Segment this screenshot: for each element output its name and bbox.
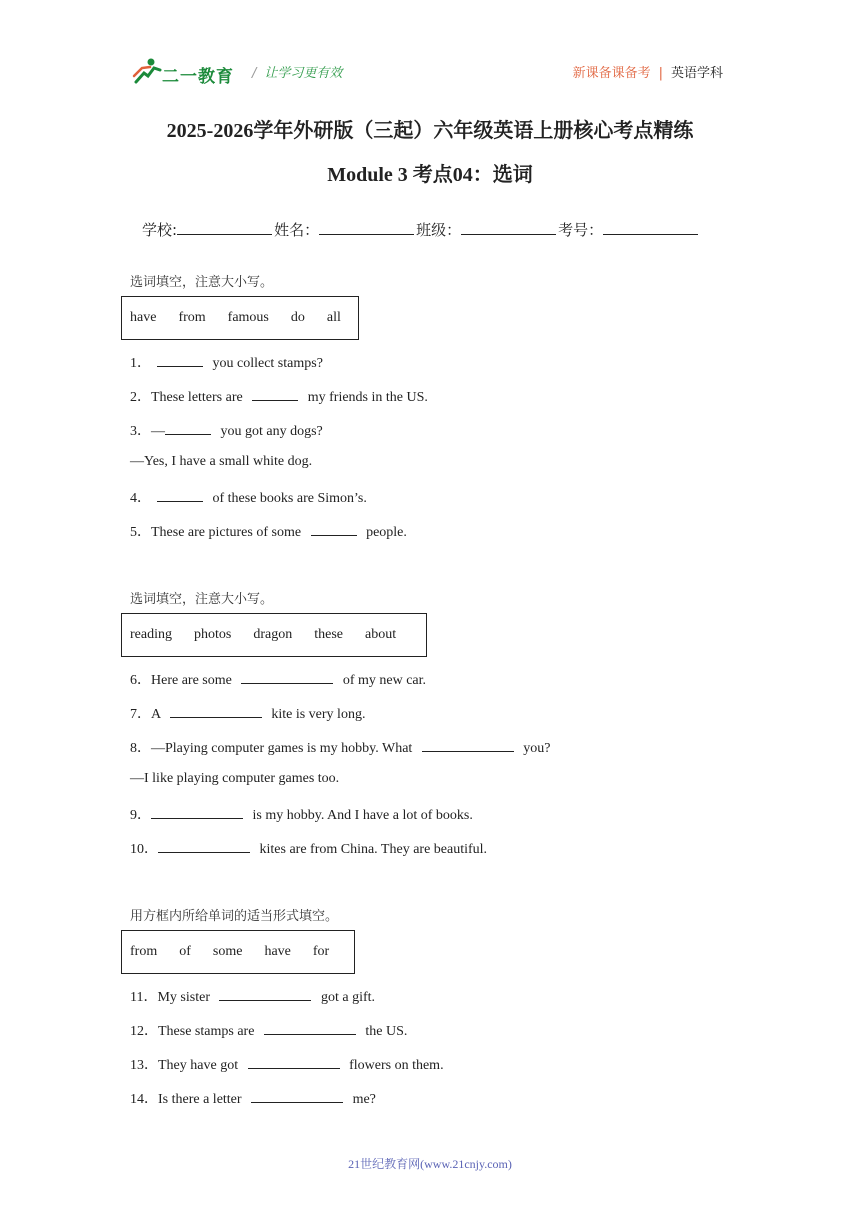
section-3-word-box xyxy=(121,930,355,974)
question-8-reply: —I like playing computer games too. xyxy=(130,771,340,786)
answer-blank[interactable] xyxy=(219,988,311,1001)
section-3-instruction: 用方框内所给单词的适当形式填空。 xyxy=(130,909,339,924)
word: about xyxy=(364,627,397,642)
answer-blank[interactable] xyxy=(311,523,357,536)
runner-logo-icon xyxy=(132,56,162,86)
word: famous xyxy=(227,310,269,325)
word: reading xyxy=(130,627,172,642)
word: photos xyxy=(193,627,232,642)
header-separator: | xyxy=(658,66,663,81)
word: from xyxy=(178,310,206,325)
word: for xyxy=(312,944,330,959)
question-9: 9． is my hobby. And I have a lot of books. xyxy=(130,808,473,823)
word: do xyxy=(290,310,305,325)
question-3: 3．— you got any dogs? xyxy=(130,424,323,439)
class-field[interactable] xyxy=(461,220,556,235)
school-label: 学校: xyxy=(142,221,178,239)
word: have xyxy=(130,310,157,325)
question-1: 1． you collect stamps? xyxy=(130,356,323,371)
slogan: / 让学习更有效 xyxy=(252,66,343,81)
page-title: 2025-2026学年外研版（三起）六年级英语上册核心考点精练 xyxy=(166,120,694,142)
answer-blank[interactable] xyxy=(241,671,333,684)
word: dragon xyxy=(253,627,293,642)
word: from xyxy=(130,944,158,959)
header-course: 新课备课备考 xyxy=(572,66,651,81)
question-12: 12．These stamps are the US. xyxy=(130,1024,408,1039)
answer-blank[interactable] xyxy=(151,806,243,819)
section-2-instruction: 选词填空，注意大小写。 xyxy=(130,592,274,607)
question-8: 8．—Playing computer games is my hobby. What you? xyxy=(130,741,551,756)
logo-text: 二一教育 xyxy=(162,67,234,87)
question-6: 6．Here are some of my new car. xyxy=(130,673,427,688)
answer-blank[interactable] xyxy=(264,1022,356,1035)
answer-blank[interactable] xyxy=(165,422,211,435)
word: of xyxy=(179,944,191,959)
word: these xyxy=(314,627,343,642)
section-2-word-box xyxy=(121,613,427,657)
student-info xyxy=(142,219,700,240)
answer-blank[interactable] xyxy=(422,739,514,752)
name-label: 姓名： xyxy=(274,221,320,239)
answer-blank[interactable] xyxy=(252,388,298,401)
school-field[interactable] xyxy=(177,220,272,235)
exam-no-label: 考号： xyxy=(558,221,604,239)
question-13: 13．They have got flowers on them. xyxy=(130,1058,444,1073)
exam-no-field[interactable] xyxy=(603,220,698,235)
answer-blank[interactable] xyxy=(248,1056,340,1069)
logo xyxy=(132,56,242,90)
question-14: 14．Is there a letter me? xyxy=(130,1092,376,1107)
answer-blank[interactable] xyxy=(251,1090,343,1103)
header-subject: 英语学科 xyxy=(670,66,723,81)
name-field[interactable] xyxy=(319,220,414,235)
section-1-word-box xyxy=(121,296,359,340)
word: all xyxy=(326,310,341,325)
answer-blank[interactable] xyxy=(170,705,262,718)
question-4: 4． of these books are Simon’s. xyxy=(130,491,367,506)
answer-blank[interactable] xyxy=(158,840,250,853)
question-7: 7．A kite is very long. xyxy=(130,707,366,722)
question-3-reply: —Yes, I have a small white dog. xyxy=(130,454,313,469)
word: have xyxy=(264,944,291,959)
answer-blank[interactable] xyxy=(157,354,203,367)
question-2: 2．These letters are my friends in the US. xyxy=(130,390,428,405)
page-subtitle: Module 3 考点04：选词 xyxy=(327,164,533,186)
question-5: 5．These are pictures of some people. xyxy=(130,525,407,540)
answer-blank[interactable] xyxy=(157,489,203,502)
header-right xyxy=(573,62,723,81)
slogan-text: 让学习更有效 xyxy=(264,66,343,81)
footer-source: 21世纪教育网(www.21cnjy.com) xyxy=(348,1157,512,1171)
class-label: 班级： xyxy=(416,221,462,239)
section-1-instruction: 选词填空，注意大小写。 xyxy=(130,275,274,290)
word: some xyxy=(212,944,243,959)
question-10: 10． kites are from China. They are beautiful. xyxy=(130,842,488,857)
question-11: 11．My sister got a gift. xyxy=(130,990,376,1005)
